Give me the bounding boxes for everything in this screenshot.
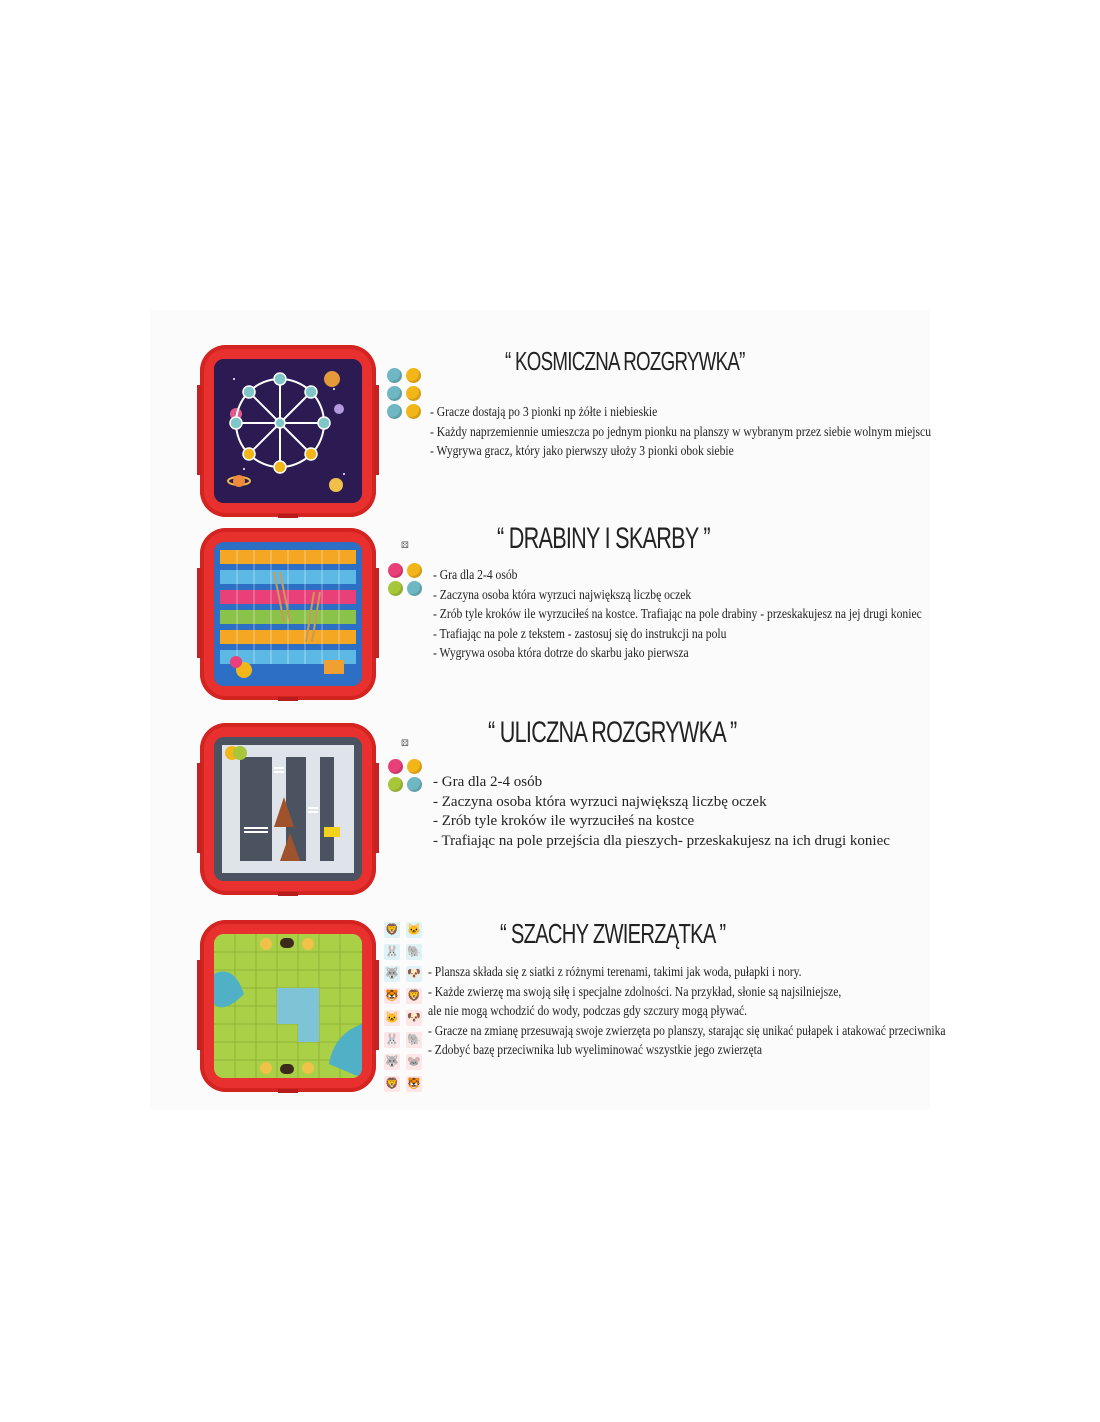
- green-pawn-icon: [388, 777, 403, 792]
- rule-item: ale nie mogą wchodzić do wody, podczas gdy szczury mogą pływać.: [428, 1003, 748, 1018]
- rule-item: - Trafiając na pole z tekstem - zastosuj się do instrukcji na polu: [433, 625, 727, 641]
- tiger-icon: 🐯: [407, 1078, 421, 1090]
- lion-icon: 🦁: [385, 924, 399, 936]
- rule-item: - Każdy naprzemiennie umieszcza po jednym pionku na planszy w wybranym przez siebie wolnym miejscu: [430, 423, 932, 439]
- elephant-icon: 🐘: [407, 946, 421, 958]
- section-title: “ DRABINY I SKARBY ”: [497, 522, 710, 555]
- lion-icon: 🦁: [407, 990, 421, 1002]
- rule-item: - Zrób tyle kroków ile wyrzuciłeś na kostce: [433, 813, 695, 829]
- rule-item: - Trafiając na pole przejścia dla pieszych- przeskakujesz na ich drugi koniec: [433, 832, 890, 849]
- cat-icon: 🐱: [385, 1012, 399, 1024]
- cat-icon: 🐱: [407, 924, 421, 936]
- rule-item: - Plansza składa się z siatki z różnymi terenami, takimi jak woda, pułapki i nory.: [428, 964, 802, 979]
- rule-item: - Każde zwierzę ma swoją siłę i specjalne zdolności. Na przykład, słonie są najsilniejsze,: [428, 983, 842, 999]
- rules-list: [433, 773, 890, 851]
- pink-pawn-icon: [388, 563, 403, 578]
- yellow-pawn-icon: [406, 368, 421, 383]
- rabbit-icon: 🐰: [385, 1034, 399, 1046]
- section-title: “ KOSMICZNA ROZGRYWKA”: [505, 346, 745, 376]
- dice-icon: ⚄: [401, 540, 409, 550]
- rule-item: - Gra dla 2-4 osób: [433, 567, 518, 582]
- rule-item: - Zaczyna osoba która wyrzuci największą liczbę oczek: [433, 586, 692, 602]
- blue-pawn-icon: [387, 404, 402, 419]
- dice-icon: ⚄: [401, 738, 409, 748]
- rabbit-icon: 🐰: [385, 946, 399, 958]
- yellow-pawn-icon: [407, 759, 422, 774]
- rule-item: - Wygrywa osoba która dotrze do skarbu jako pierwsza: [433, 645, 689, 660]
- rule-item: - Wygrywa gracz, który jako pierwszy ułoży 3 pionki obok siebie: [430, 443, 734, 458]
- green-pawn-icon: [388, 581, 403, 596]
- section-title: “ ULICZNA ROZGRYWKA ”: [488, 716, 737, 749]
- pink-pawn-icon: [388, 759, 403, 774]
- yellow-pawn-icon: [406, 386, 421, 401]
- wolf-icon: 🐺: [385, 1056, 399, 1068]
- ladders-board-icon: [200, 528, 376, 700]
- rat-icon: 🐭: [407, 1056, 421, 1068]
- rules-list: [430, 402, 1013, 461]
- rule-item: - Gracze dostają po 3 pionki np żółte i niebieskie: [430, 404, 658, 419]
- street-board-icon: [200, 723, 376, 895]
- blue-pawn-icon: [407, 777, 422, 792]
- tiger-icon: 🐯: [385, 990, 399, 1002]
- rule-item: - Zdobyć bazę przeciwnika lub wyeliminować wszystkie jego zwierzęta: [428, 1042, 762, 1057]
- dog-icon: 🐶: [407, 1012, 421, 1024]
- yellow-pawn-icon: [407, 563, 422, 578]
- space-wheel-board-icon: [200, 345, 376, 517]
- rule-item: - Gracze na zmianę przesuwają swoje zwierzęta po planszy, starając się unikać pułapek i atakować przeciwnika: [428, 1022, 946, 1038]
- wolf-icon: 🐺: [385, 968, 399, 980]
- lion-icon: 🦁: [385, 1078, 399, 1090]
- rules-list: [433, 565, 1001, 663]
- rule-item: - Gra dla 2-4 osób: [433, 774, 543, 790]
- section-title: “ SZACHY ZWIERZĄTKA ”: [500, 918, 726, 949]
- rule-item: - Zrób tyle kroków ile wyrzuciłeś na kostce. Trafiając na pole drabiny - przeskakujesz na jej drugi koniec: [433, 606, 922, 621]
- elephant-icon: 🐘: [407, 1034, 421, 1046]
- rule-item: - Zaczyna osoba która wyrzuci największą liczbę oczek: [433, 793, 767, 810]
- animal-chess-board-icon: [200, 920, 376, 1092]
- yellow-pawn-icon: [406, 404, 421, 419]
- blue-pawn-icon: [387, 368, 402, 383]
- blue-pawn-icon: [407, 581, 422, 596]
- blue-pawn-icon: [387, 386, 402, 401]
- dog-icon: 🐶: [407, 968, 421, 980]
- rules-list: [428, 962, 1030, 1060]
